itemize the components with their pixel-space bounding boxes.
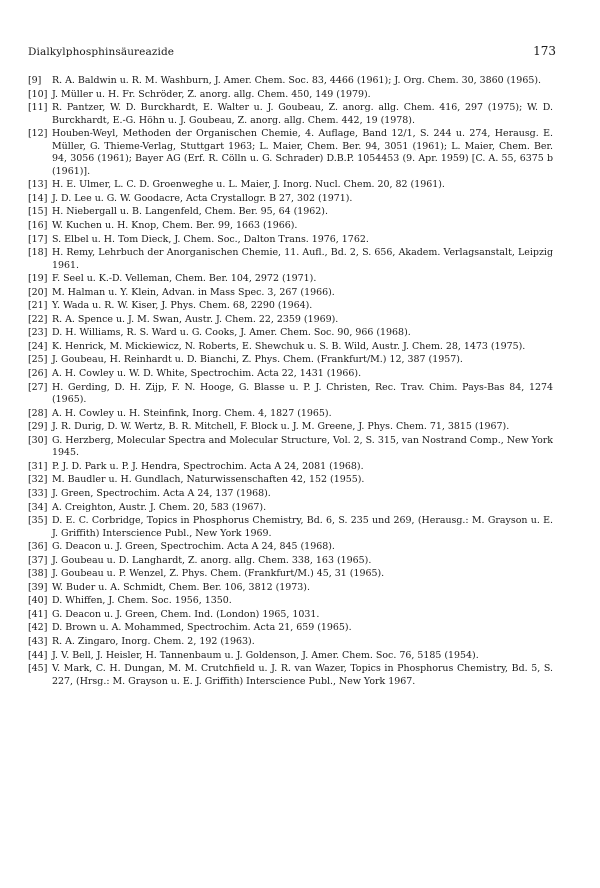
reference-text: J. V. Bell, J. Heisler, H. Tannenbaum u. J. Goldenson, J. Amer. Chem. Soc. 76, 5185 (1954). xyxy=(52,649,479,661)
reference-number: [30] xyxy=(28,434,48,446)
reference-number: [28] xyxy=(28,407,48,419)
reference-entry xyxy=(28,515,553,540)
reference-text: G. Deacon u. J. Green, Chem. Ind. (London) 1965, 1031. xyxy=(52,608,320,620)
reference-number: [19] xyxy=(28,273,48,285)
reference-text: Y. Wada u. R. W. Kiser, J. Phys. Chem. 68, 2290 (1964). xyxy=(52,300,313,312)
reference-number: [17] xyxy=(28,233,48,245)
reference-entry xyxy=(28,435,553,460)
reference-number: [21] xyxy=(28,300,48,312)
reference-text: H. Niebergall u. B. Langenfeld, Chem. Ber. 95, 64 (1962). xyxy=(52,206,328,218)
reference-number: [32] xyxy=(28,474,48,486)
reference-text: J. Green, Spectrochim. Acta A 24, 137 (1968). xyxy=(52,487,271,499)
reference-number: [18] xyxy=(28,247,48,259)
reference-number: [45] xyxy=(28,663,48,675)
reference-number: [37] xyxy=(28,554,48,566)
reference-text: W. Buder u. A. Schmidt, Chem. Ber. 106, 3812 (1973). xyxy=(52,581,310,593)
reference-list xyxy=(28,75,553,689)
reference-number: [39] xyxy=(28,581,48,593)
reference-number: [26] xyxy=(28,368,48,380)
reference-text: W. Kuchen u. H. Knop, Chem. Ber. 99, 1663 (1966). xyxy=(52,220,298,232)
reference-entry xyxy=(28,622,553,635)
reference-entry xyxy=(28,382,553,407)
reference-entry xyxy=(28,421,553,434)
reference-entry xyxy=(28,206,553,219)
reference-number: [13] xyxy=(28,179,48,191)
reference-text: V. Mark, C. H. Dungan, M. M. Crutchfield u. J. R. van Wazer, Topics in Phosphorus Chemistry, Bd. 5, S. 227, (Hrsg.: M. Grayson u. E. J. Griffith) Interscience Publ., New York 1967. xyxy=(52,663,553,687)
reference-entry xyxy=(28,636,553,649)
reference-number: [15] xyxy=(28,206,48,218)
reference-number: [35] xyxy=(28,515,48,527)
reference-entry xyxy=(28,220,553,233)
reference-text: D. E. C. Corbridge, Topics in Phosphorus Chemistry, Bd. 6, S. 235 und 269, (Herausg.: M. Grayson u. E. J. Griffith) Interscience Publ., New York 1969. xyxy=(52,515,553,539)
reference-number: [43] xyxy=(28,635,48,647)
reference-entry xyxy=(28,179,553,192)
reference-number: [42] xyxy=(28,622,48,634)
reference-number: [24] xyxy=(28,340,48,352)
reference-entry xyxy=(28,341,553,354)
reference-text: A. H. Cowley u. W. D. White, Spectrochim. Acta 22, 1431 (1966). xyxy=(52,368,362,380)
reference-text: D. H. Williams, R. S. Ward u. G. Cooks, J. Amer. Chem. Soc. 90, 966 (1968). xyxy=(52,327,411,339)
reference-number: [31] xyxy=(28,460,48,472)
reference-text: D. Whiffen, J. Chem. Soc. 1956, 1350. xyxy=(52,595,232,607)
reference-entry xyxy=(28,408,553,421)
reference-text: K. Henrick, M. Mickiewicz, N. Roberts, E. Shewchuk u. S. B. Wild, Austr. J. Chem. 28, 1473 (1975). xyxy=(52,340,526,352)
reference-number: [10] xyxy=(28,88,48,100)
reference-number: [40] xyxy=(28,595,48,607)
reference-text: D. Brown u. A. Mohammed, Spectrochim. Acta 21, 659 (1965). xyxy=(52,622,352,634)
reference-number: [41] xyxy=(28,608,48,620)
reference-text: F. Seel u. K.-D. Velleman, Chem. Ber. 104, 2972 (1971). xyxy=(52,273,317,285)
reference-number: [23] xyxy=(28,327,48,339)
reference-entry xyxy=(28,193,553,206)
reference-entry xyxy=(28,609,553,622)
reference-entry xyxy=(28,474,553,487)
reference-number: [16] xyxy=(28,220,48,232)
reference-number: [25] xyxy=(28,354,48,366)
running-title: Dialkylphosphinsäureazide xyxy=(28,46,175,58)
running-header xyxy=(28,44,556,58)
reference-entry xyxy=(28,128,553,178)
reference-entry xyxy=(28,247,553,272)
reference-entry xyxy=(28,354,553,367)
reference-text: H. Gerding, D. H. Zijp, F. N. Hooge, G. Blasse u. P. J. Christen, Rec. Trav. Chim. Pays-Bas 84, 1274 (1965). xyxy=(52,381,553,406)
reference-text: P. J. D. Park u. P. J. Hendra, Spectrochim. Acta A 24, 2081 (1968). xyxy=(52,460,364,472)
reference-number: [29] xyxy=(28,421,48,433)
reference-entry xyxy=(28,650,553,663)
reference-entry xyxy=(28,568,553,581)
reference-text: M. Halman u. Y. Klein, Advan. in Mass Spec. 3, 267 (1966). xyxy=(52,286,335,298)
reference-entry xyxy=(28,368,553,381)
reference-entry xyxy=(28,582,553,595)
reference-number: [36] xyxy=(28,541,48,553)
reference-text: S. Elbel u. H. Tom Dieck, J. Chem. Soc., Dalton Trans. 1976, 1762. xyxy=(52,233,369,245)
reference-number: [34] xyxy=(28,501,48,513)
reference-text: G. Herzberg, Molecular Spectra and Molecular Structure, Vol. 2, S. 315, van Nostrand Comp., New York 1945. xyxy=(52,434,553,459)
reference-text: J. D. Lee u. G. W. Goodacre, Acta Crystallogr. B 27, 302 (1971). xyxy=(52,192,353,204)
reference-entry xyxy=(28,461,553,474)
reference-number: [27] xyxy=(28,381,48,393)
reference-text: G. Deacon u. J. Green, Spectrochim. Acta A 24, 845 (1968). xyxy=(52,541,335,553)
page-number: 173 xyxy=(533,44,556,58)
reference-text: M. Baudler u. H. Gundlach, Naturwissenschaften 42, 152 (1955). xyxy=(52,474,365,486)
reference-entry xyxy=(28,663,553,688)
reference-number: [44] xyxy=(28,649,48,661)
reference-entry xyxy=(28,502,553,515)
reference-text: J. Goubeau u. P. Wenzel, Z. Phys. Chem. (Frankfurt/M.) 45, 31 (1965). xyxy=(52,568,385,580)
reference-text: R. A. Zingaro, Inorg. Chem. 2, 192 (1963). xyxy=(52,635,255,647)
reference-number: [12] xyxy=(28,128,48,140)
reference-entry xyxy=(28,314,553,327)
reference-text: J. Goubeau, H. Reinhardt u. D. Bianchi, Z. Phys. Chem. (Frankfurt/M.) 12, 387 (1957). xyxy=(52,354,463,366)
reference-text: H. E. Ulmer, L. C. D. Groenweghe u. L. Maier, J. Inorg. Nucl. Chem. 20, 82 (1961). xyxy=(52,179,445,191)
reference-entry xyxy=(28,273,553,286)
reference-entry xyxy=(28,327,553,340)
reference-entry xyxy=(28,300,553,313)
reference-entry xyxy=(28,555,553,568)
reference-text: H. Remy, Lehrbuch der Anorganischen Chemie, 11. Aufl., Bd. 2, S. 656, Akadem. Verlagsanstalt, Leipzig 1961. xyxy=(52,247,553,271)
reference-entry xyxy=(28,595,553,608)
reference-number: [9] xyxy=(28,75,42,86)
reference-text: A. Creighton, Austr. J. Chem. 20, 583 (1967). xyxy=(52,501,267,513)
reference-entry xyxy=(28,234,553,247)
reference-number: [14] xyxy=(28,192,48,204)
reference-text: R. A. Baldwin u. R. M. Washburn, J. Amer. Chem. Soc. 83, 4466 (1961); J. Org. Chem. 30, 3860 (1965). xyxy=(52,75,542,86)
reference-text: R. A. Spence u. J. M. Swan, Austr. J. Chem. 22, 2359 (1969). xyxy=(52,313,339,325)
reference-number: [33] xyxy=(28,487,48,499)
reference-number: [20] xyxy=(28,286,48,298)
reference-entry xyxy=(28,102,553,127)
reference-text: Houben-Weyl, Methoden der Organischen Chemie, 4. Auflage, Band 12/1, S. 244 u. 274, Herausg. E. Müller, G. Thieme-Verlag, Stuttgart 1963; L. Maier, Chem. Ber. 94, 3051 (1961); L. Maier, Chem. Ber. 94, 3056 (1961); Bayer AG (Erf. R. Cölln u. G. Schrader) D.B.P. 1054453 (9. Apr. 1959) [C. A. 55, 6375 b (1961)]. xyxy=(52,128,553,177)
reference-text: J. R. Durig, D. W. Wertz, B. R. Mitchell, F. Block u. J. M. Greene, J. Phys. Chem. 71, 3815 (1967). xyxy=(52,421,510,433)
reference-number: [11] xyxy=(28,102,48,114)
reference-entry xyxy=(28,541,553,554)
reference-text: A. H. Cowley u. H. Steinfink, Inorg. Chem. 4, 1827 (1965). xyxy=(52,407,332,419)
reference-text: J. Goubeau u. D. Langhardt, Z. anorg. allg. Chem. 338, 163 (1965). xyxy=(52,554,372,566)
reference-entry xyxy=(28,287,553,300)
reference-text: J. Müller u. H. Fr. Schröder, Z. anorg. allg. Chem. 450, 149 (1979). xyxy=(52,88,371,100)
reference-number: [38] xyxy=(28,568,48,580)
reference-number: [22] xyxy=(28,313,48,325)
reference-text: R. Pantzer, W. D. Burckhardt, E. Walter u. J. Goubeau, Z. anorg. allg. Chem. 416, 297 (1975); W. D. Burckhardt, E.-G. Höhn u. J. Goubeau, Z. anorg. allg. Chem. 442, 19 (1978). xyxy=(52,102,553,126)
reference-entry xyxy=(28,89,553,102)
reference-entry xyxy=(28,488,553,501)
reference-entry xyxy=(28,75,553,88)
